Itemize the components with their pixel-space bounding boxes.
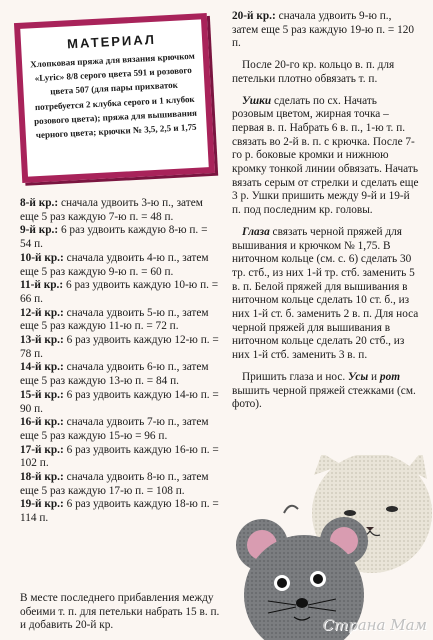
row-18: 18-й кр.: сначала удвоить 8-ю п., затем еще 5 раз каждую 17-ю п. = 108 п. <box>20 471 209 497</box>
paragraph-eyes: Глаза связать черной пряжей для вышивания и крючком № 1,75. В ниточном кольце (см. с. 6) сделать 30 тр. стб., из них 1-й тр. стб. заменить 5 в. п. Белой пряжей для вышивания в ниточном кольце сделать 10 ст. б., из них 1-й ст. б. заменить 2 в. п. Для носа черной пряжей для вышивания в ниточном кольце сделать 20 стб., из них 1-й стб. заменить 3 в. п. <box>232 225 419 362</box>
row-16: 16-й кр.: сначала удвоить 7-ю п., затем еще 5 раз каждую 15-ю = 96 п. <box>20 416 209 442</box>
left-column <box>20 197 220 526</box>
row-13: 13-й кр.: 6 раз удвоить каждую 12-ю п. = 78 п. <box>20 334 219 360</box>
materials-box <box>14 13 215 183</box>
row-17: 17-й кр.: 6 раз удвоить каждую 16-ю п. = 102 п. <box>20 443 219 470</box>
paragraph-loop: После 20-го кр. кольцо в. п. для петельки плотно обвязать т. п. <box>232 59 395 85</box>
right-column <box>232 10 420 420</box>
row-15: 15-й кр.: 6 раз удвоить каждую 14-ю п. = 90 п. <box>20 388 219 415</box>
row-9: 9-й кр.: 6 раз удвоить каждую 8-ю п. = 54 п. <box>20 224 208 251</box>
materials-text: Хлопковая пряжа для вязания крючком «Lyric» 8/8 серого цвета 591 и розового цвета 507 (для пары прихваток потребуется 2 клубка серого и 1 клубок розового цвета); пряжа для вышивания черного цвета; крючки № 3,5, 2,5 и 1,75 <box>30 50 198 141</box>
site-watermark: Страна Мам <box>322 616 427 634</box>
row-19: 19-й кр.: 6 раз удвоить каждую 18-ю п. = 114 п. <box>20 498 219 525</box>
paragraph-finish: Пришить глаза и нос. Усы и рот вышить черной пряжей стежками (см. фото). <box>232 370 416 411</box>
potholders-photo <box>222 455 433 640</box>
paragraph-ears: Ушки сделать по сх. Начать розовым цветом, жирная точка – первая в. п. Набрать 6 в. п., 1-ю т. п. связать во 2-й в. п. с крючка. После 7-го р. боковые кромки и нижнюю кромку тонкой линии обвязать. Начать вязать серым от стрелки и сделать еще 3 р. Ушки пришить между 9-й и 19-й п. под последним кр. головы. <box>232 94 419 217</box>
row-8: 8-й кр.: сначала удвоить 3-ю п., затем еще 5 раз каждую 7-ю п. = 48 п. <box>20 197 203 223</box>
materials-title: МАТЕРИАЛ <box>66 31 157 52</box>
row-11: 11-й кр.: 6 раз удвоить каждую 10-ю п. = 66 п. <box>20 279 219 305</box>
row-20: 20-й кр.: сначала удвоить 9-ю п., затем еще 5 раз каждую 19-ю п. = 120 п. <box>232 10 415 50</box>
row-14: 14-й кр.: сначала удвоить 6-ю п., затем еще 5 раз каждую 13-ю п. = 84 п. <box>20 361 209 388</box>
row-10: 10-й кр.: сначала удвоить 4-ю п., затем еще 5 раз каждую 9-ю п. = 60 п. <box>20 251 209 278</box>
row-12: 12-й кр.: сначала удвоить 5-ю п., затем еще 5 раз каждую 11-ю п. = 72 п. <box>20 306 209 333</box>
footnote: В месте последнего прибавления между обеими т. п. для петельки набрать 15 в. п. и добавить 20-й кр. <box>20 592 220 632</box>
